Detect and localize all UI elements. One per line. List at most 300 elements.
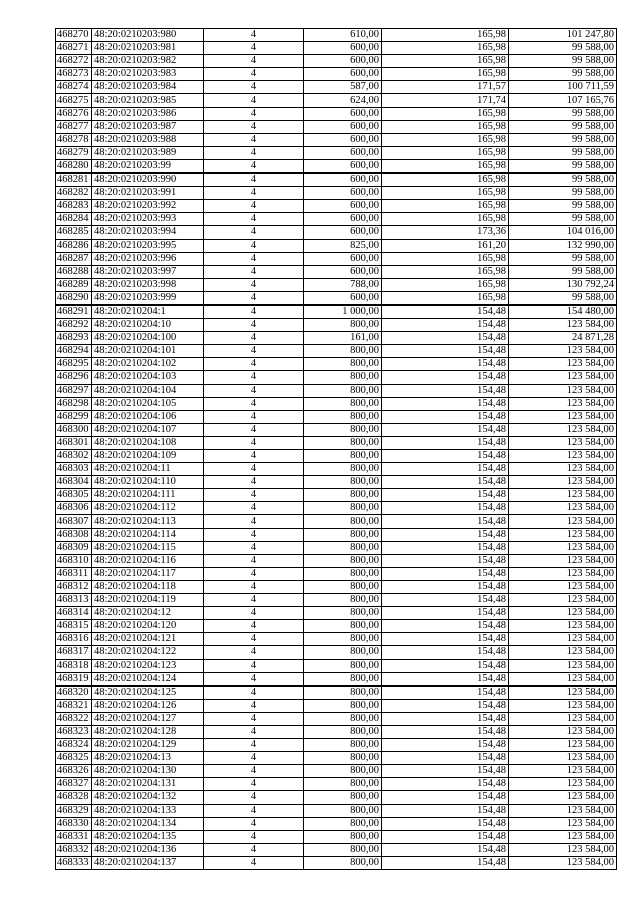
rate-value: 154,48	[382, 580, 509, 593]
cost-value: 123 584,00	[509, 397, 617, 410]
rate-value: 154,48	[382, 699, 509, 712]
group-value: 4	[204, 765, 304, 778]
table-row	[56, 305, 617, 319]
table-row	[56, 672, 617, 686]
area-value: 800,00	[304, 476, 382, 489]
area-value: 600,00	[304, 265, 382, 278]
cost-value: 123 584,00	[509, 423, 617, 436]
row-number: 468312	[56, 580, 92, 593]
group-value: 4	[204, 319, 304, 332]
area-value: 800,00	[304, 672, 382, 686]
cost-value: 99 588,00	[509, 252, 617, 265]
cadastral-number: 48:20:0210204:123	[92, 659, 204, 672]
group-value: 4	[204, 345, 304, 358]
rate-value: 154,48	[382, 436, 509, 449]
cost-value: 154 480,00	[509, 305, 617, 319]
cadastral-number: 48:20:0210204:114	[92, 528, 204, 541]
cadastral-number: 48:20:0210204:112	[92, 502, 204, 515]
group-value: 4	[204, 239, 304, 252]
group-value: 4	[204, 423, 304, 436]
area-value: 800,00	[304, 463, 382, 476]
row-number: 468306	[56, 502, 92, 515]
row-number: 468284	[56, 213, 92, 226]
rate-value: 154,48	[382, 817, 509, 830]
table-row	[56, 646, 617, 659]
area-value: 800,00	[304, 646, 382, 659]
area-value: 800,00	[304, 594, 382, 607]
cadastral-number: 48:20:0210203:985	[92, 94, 204, 107]
group-value: 4	[204, 107, 304, 120]
table-row	[56, 778, 617, 791]
group-value: 4	[204, 739, 304, 752]
cadastral-number: 48:20:0210204:117	[92, 567, 204, 580]
rate-value: 154,48	[382, 554, 509, 567]
table-row	[56, 856, 617, 869]
cost-value: 100 711,59	[509, 81, 617, 94]
cost-value: 123 584,00	[509, 712, 617, 725]
row-number: 468325	[56, 752, 92, 765]
cadastral-number: 48:20:0210203:988	[92, 133, 204, 146]
cost-value: 123 584,00	[509, 489, 617, 502]
table-row	[56, 187, 617, 200]
table-row	[56, 213, 617, 226]
rate-value: 154,48	[382, 672, 509, 686]
cost-value: 123 584,00	[509, 856, 617, 869]
cadastral-number: 48:20:0210204:113	[92, 515, 204, 528]
cost-value: 99 588,00	[509, 265, 617, 278]
rate-value: 154,48	[382, 778, 509, 791]
group-value: 4	[204, 659, 304, 672]
group-value: 4	[204, 305, 304, 319]
table-row	[56, 252, 617, 265]
cadastral-number: 48:20:0210204:10	[92, 319, 204, 332]
rate-value: 154,48	[382, 659, 509, 672]
row-number: 468293	[56, 332, 92, 345]
rate-value: 154,48	[382, 541, 509, 554]
cost-value: 99 588,00	[509, 107, 617, 120]
rate-value: 165,98	[382, 42, 509, 55]
table-row	[56, 463, 617, 476]
row-number: 468276	[56, 107, 92, 120]
rate-value: 154,48	[382, 476, 509, 489]
group-value: 4	[204, 226, 304, 239]
group-value: 4	[204, 358, 304, 371]
cost-value: 123 584,00	[509, 358, 617, 371]
cadastral-number: 48:20:0210203:980	[92, 29, 204, 42]
row-number: 468275	[56, 94, 92, 107]
rate-value: 165,98	[382, 29, 509, 42]
cadastral-number: 48:20:0210204:104	[92, 384, 204, 397]
row-number: 468311	[56, 567, 92, 580]
rate-value: 154,48	[382, 633, 509, 646]
area-value: 800,00	[304, 554, 382, 567]
rate-value: 154,48	[382, 712, 509, 725]
area-value: 800,00	[304, 358, 382, 371]
cadastral-number: 48:20:0210204:127	[92, 712, 204, 725]
cadastral-number: 48:20:0210203:999	[92, 291, 204, 305]
row-number: 468331	[56, 830, 92, 843]
cadastral-number: 48:20:0210204:126	[92, 699, 204, 712]
table-row	[56, 541, 617, 554]
area-value: 800,00	[304, 686, 382, 700]
area-value: 800,00	[304, 659, 382, 672]
table-row	[56, 120, 617, 133]
area-value: 800,00	[304, 725, 382, 738]
rate-value: 154,48	[382, 528, 509, 541]
table-row	[56, 752, 617, 765]
cadastral-number: 48:20:0210204:106	[92, 410, 204, 423]
rate-value: 165,98	[382, 252, 509, 265]
group-value: 4	[204, 476, 304, 489]
area-value: 800,00	[304, 804, 382, 817]
row-number: 468313	[56, 594, 92, 607]
row-number: 468283	[56, 200, 92, 213]
row-number: 468299	[56, 410, 92, 423]
area-value: 1 000,00	[304, 305, 382, 319]
cost-value: 123 584,00	[509, 450, 617, 463]
cadastral-number: 48:20:0210204:128	[92, 725, 204, 738]
table-row	[56, 278, 617, 291]
table-row	[56, 607, 617, 620]
table-row	[56, 94, 617, 107]
cost-value: 130 792,24	[509, 278, 617, 291]
row-number: 468282	[56, 187, 92, 200]
table-row	[56, 765, 617, 778]
rate-value: 154,48	[382, 752, 509, 765]
rate-value: 154,48	[382, 607, 509, 620]
row-number: 468314	[56, 607, 92, 620]
group-value: 4	[204, 515, 304, 528]
row-number: 468297	[56, 384, 92, 397]
cost-value: 123 584,00	[509, 319, 617, 332]
rate-value: 154,48	[382, 856, 509, 869]
table-row	[56, 133, 617, 146]
area-value: 600,00	[304, 252, 382, 265]
area-value: 800,00	[304, 607, 382, 620]
area-value: 800,00	[304, 410, 382, 423]
cadastral-number: 48:20:0210204:109	[92, 450, 204, 463]
row-number: 468318	[56, 659, 92, 672]
group-value: 4	[204, 371, 304, 384]
rate-value: 165,98	[382, 278, 509, 291]
cost-value: 123 584,00	[509, 580, 617, 593]
group-value: 4	[204, 778, 304, 791]
cost-value: 132 990,00	[509, 239, 617, 252]
row-number: 468298	[56, 397, 92, 410]
table-row	[56, 791, 617, 804]
area-value: 600,00	[304, 159, 382, 173]
area-value: 800,00	[304, 699, 382, 712]
row-number: 468317	[56, 646, 92, 659]
table-row	[56, 450, 617, 463]
rate-value: 154,48	[382, 843, 509, 856]
area-value: 800,00	[304, 791, 382, 804]
row-number: 468294	[56, 345, 92, 358]
area-value: 800,00	[304, 580, 382, 593]
rate-value: 154,48	[382, 502, 509, 515]
cadastral-number: 48:20:0210204:129	[92, 739, 204, 752]
row-number: 468281	[56, 173, 92, 187]
table-row	[56, 725, 617, 738]
cost-value: 123 584,00	[509, 791, 617, 804]
group-value: 4	[204, 265, 304, 278]
row-number: 468295	[56, 358, 92, 371]
cost-value: 99 588,00	[509, 133, 617, 146]
row-number: 468319	[56, 672, 92, 686]
cost-value: 123 584,00	[509, 567, 617, 580]
rate-value: 171,74	[382, 94, 509, 107]
rate-value: 165,98	[382, 133, 509, 146]
cost-value: 123 584,00	[509, 739, 617, 752]
group-value: 4	[204, 81, 304, 94]
rate-value: 154,48	[382, 384, 509, 397]
table-row	[56, 319, 617, 332]
cost-value: 123 584,00	[509, 594, 617, 607]
rate-value: 154,48	[382, 358, 509, 371]
row-number: 468309	[56, 541, 92, 554]
rate-value: 165,98	[382, 146, 509, 159]
group-value: 4	[204, 436, 304, 449]
cadastral-number: 48:20:0210204:130	[92, 765, 204, 778]
table-row	[56, 699, 617, 712]
cadastral-number: 48:20:0210203:986	[92, 107, 204, 120]
area-value: 788,00	[304, 278, 382, 291]
area-value: 600,00	[304, 226, 382, 239]
table-row	[56, 515, 617, 528]
cost-value: 101 247,80	[509, 29, 617, 42]
row-number: 468329	[56, 804, 92, 817]
cadastral-number: 48:20:0210204:115	[92, 541, 204, 554]
cadastral-number: 48:20:0210203:993	[92, 213, 204, 226]
row-number: 468324	[56, 739, 92, 752]
table-row	[56, 332, 617, 345]
table-row	[56, 55, 617, 68]
area-value: 600,00	[304, 68, 382, 81]
rate-value: 154,48	[382, 686, 509, 700]
table-row	[56, 580, 617, 593]
cadastral-number: 48:20:0210204:136	[92, 843, 204, 856]
cost-value: 123 584,00	[509, 607, 617, 620]
group-value: 4	[204, 580, 304, 593]
table-row	[56, 173, 617, 187]
rate-value: 154,48	[382, 332, 509, 345]
group-value: 4	[204, 699, 304, 712]
group-value: 4	[204, 686, 304, 700]
group-value: 4	[204, 120, 304, 133]
cadastral-number: 48:20:0210204:100	[92, 332, 204, 345]
row-number: 468270	[56, 29, 92, 42]
table-row	[56, 68, 617, 81]
rate-value: 154,48	[382, 725, 509, 738]
area-value: 800,00	[304, 817, 382, 830]
area-value: 161,00	[304, 332, 382, 345]
cadastral-number: 48:20:0210203:994	[92, 226, 204, 239]
group-value: 4	[204, 159, 304, 173]
cadastral-number: 48:20:0210204:111	[92, 489, 204, 502]
row-number: 468305	[56, 489, 92, 502]
area-value: 800,00	[304, 371, 382, 384]
row-number: 468333	[56, 856, 92, 869]
cadastral-number: 48:20:0210204:133	[92, 804, 204, 817]
cost-value: 123 584,00	[509, 554, 617, 567]
cost-value: 123 584,00	[509, 371, 617, 384]
rate-value: 154,48	[382, 646, 509, 659]
cadastral-number: 48:20:0210203:997	[92, 265, 204, 278]
cost-value: 123 584,00	[509, 804, 617, 817]
table-row	[56, 265, 617, 278]
table-row	[56, 410, 617, 423]
cadastral-number: 48:20:0210203:995	[92, 239, 204, 252]
group-value: 4	[204, 554, 304, 567]
rate-value: 154,48	[382, 345, 509, 358]
area-value: 800,00	[304, 528, 382, 541]
row-number: 468322	[56, 712, 92, 725]
cost-value: 99 588,00	[509, 159, 617, 173]
rate-value: 154,48	[382, 594, 509, 607]
row-number: 468279	[56, 146, 92, 159]
rate-value: 165,98	[382, 213, 509, 226]
group-value: 4	[204, 646, 304, 659]
row-number: 468288	[56, 265, 92, 278]
table-row	[56, 528, 617, 541]
table-row	[56, 686, 617, 700]
table-row	[56, 712, 617, 725]
cadastral-number: 48:20:0210204:13	[92, 752, 204, 765]
group-value: 4	[204, 752, 304, 765]
cadastral-number: 48:20:0210204:103	[92, 371, 204, 384]
cadastral-number: 48:20:0210203:990	[92, 173, 204, 187]
group-value: 4	[204, 410, 304, 423]
group-value: 4	[204, 502, 304, 515]
rate-value: 154,48	[382, 567, 509, 580]
rate-value: 154,48	[382, 371, 509, 384]
row-number: 468290	[56, 291, 92, 305]
rate-value: 154,48	[382, 830, 509, 843]
rate-value: 165,98	[382, 173, 509, 187]
cost-value: 123 584,00	[509, 541, 617, 554]
cadastral-number: 48:20:0210204:131	[92, 778, 204, 791]
group-value: 4	[204, 725, 304, 738]
group-value: 4	[204, 133, 304, 146]
cost-value: 123 584,00	[509, 384, 617, 397]
cadastral-number: 48:20:0210204:135	[92, 830, 204, 843]
table-row	[56, 200, 617, 213]
group-value: 4	[204, 55, 304, 68]
group-value: 4	[204, 187, 304, 200]
group-value: 4	[204, 607, 304, 620]
area-value: 800,00	[304, 752, 382, 765]
cadastral-number: 48:20:0210204:132	[92, 791, 204, 804]
group-value: 4	[204, 213, 304, 226]
cadastral-number: 48:20:0210204:110	[92, 476, 204, 489]
group-value: 4	[204, 29, 304, 42]
cadastral-number: 48:20:0210203:984	[92, 81, 204, 94]
row-number: 468287	[56, 252, 92, 265]
cadastral-number: 48:20:0210203:983	[92, 68, 204, 81]
area-value: 624,00	[304, 94, 382, 107]
row-number: 468303	[56, 463, 92, 476]
cadastral-number: 48:20:0210203:996	[92, 252, 204, 265]
group-value: 4	[204, 856, 304, 869]
row-number: 468302	[56, 450, 92, 463]
row-number: 468292	[56, 319, 92, 332]
area-value: 600,00	[304, 133, 382, 146]
area-value: 800,00	[304, 830, 382, 843]
rate-value: 165,98	[382, 200, 509, 213]
row-number: 468327	[56, 778, 92, 791]
group-value: 4	[204, 332, 304, 345]
group-value: 4	[204, 278, 304, 291]
area-value: 800,00	[304, 450, 382, 463]
row-number: 468300	[56, 423, 92, 436]
table-row	[56, 502, 617, 515]
cost-value: 123 584,00	[509, 345, 617, 358]
rate-value: 165,98	[382, 291, 509, 305]
row-number: 468328	[56, 791, 92, 804]
area-value: 800,00	[304, 712, 382, 725]
rate-value: 165,98	[382, 265, 509, 278]
area-value: 600,00	[304, 213, 382, 226]
group-value: 4	[204, 42, 304, 55]
row-number: 468285	[56, 226, 92, 239]
area-value: 600,00	[304, 107, 382, 120]
group-value: 4	[204, 843, 304, 856]
table-row	[56, 830, 617, 843]
row-number: 468310	[56, 554, 92, 567]
cost-value: 123 584,00	[509, 436, 617, 449]
group-value: 4	[204, 463, 304, 476]
cost-value: 99 588,00	[509, 200, 617, 213]
row-number: 468326	[56, 765, 92, 778]
area-value: 800,00	[304, 620, 382, 633]
rate-value: 154,48	[382, 410, 509, 423]
cadastral-number: 48:20:0210204:120	[92, 620, 204, 633]
row-number: 468296	[56, 371, 92, 384]
table-row	[56, 804, 617, 817]
cadastral-number: 48:20:0210203:99	[92, 159, 204, 173]
group-value: 4	[204, 528, 304, 541]
cost-value: 123 584,00	[509, 410, 617, 423]
group-value: 4	[204, 252, 304, 265]
cadastral-number: 48:20:0210204:118	[92, 580, 204, 593]
cadastral-number: 48:20:0210204:137	[92, 856, 204, 869]
group-value: 4	[204, 291, 304, 305]
row-number: 468291	[56, 305, 92, 319]
cost-value: 123 584,00	[509, 659, 617, 672]
table-row	[56, 81, 617, 94]
rate-value: 165,98	[382, 55, 509, 68]
area-value: 600,00	[304, 42, 382, 55]
cost-value: 123 584,00	[509, 830, 617, 843]
area-value: 800,00	[304, 567, 382, 580]
cost-value: 104 016,00	[509, 226, 617, 239]
cost-value: 123 584,00	[509, 502, 617, 515]
cadastral-number: 48:20:0210204:116	[92, 554, 204, 567]
group-value: 4	[204, 830, 304, 843]
data-table	[55, 28, 617, 870]
table-row	[56, 159, 617, 173]
row-number: 468274	[56, 81, 92, 94]
cadastral-number: 48:20:0210204:108	[92, 436, 204, 449]
group-value: 4	[204, 567, 304, 580]
area-value: 800,00	[304, 515, 382, 528]
cost-value: 123 584,00	[509, 778, 617, 791]
row-number: 468301	[56, 436, 92, 449]
row-number: 468316	[56, 633, 92, 646]
area-value: 600,00	[304, 187, 382, 200]
cost-value: 123 584,00	[509, 528, 617, 541]
cadastral-number: 48:20:0210204:102	[92, 358, 204, 371]
